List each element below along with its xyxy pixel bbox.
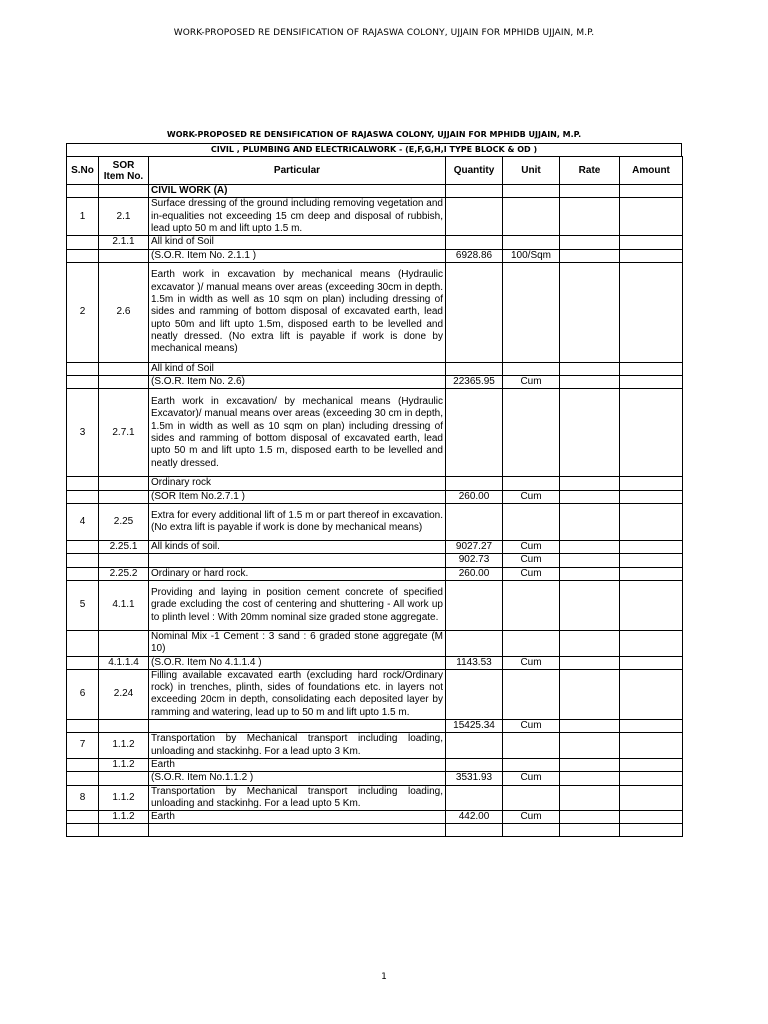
quantity-value bbox=[446, 785, 503, 811]
rate-value bbox=[560, 477, 620, 490]
item-number bbox=[67, 656, 99, 669]
sor-item: 2.1.1 bbox=[99, 236, 149, 249]
particular-text: Transportation by Mechanical transport including loading, unloading and stackinhg. For a lead upto 5 Km. bbox=[149, 785, 446, 811]
rate-value bbox=[560, 630, 620, 656]
amount-value bbox=[620, 504, 683, 541]
particular-text: (S.O.R. Item No.1.1.2 ) bbox=[149, 772, 446, 785]
rate-value bbox=[560, 389, 620, 477]
unit-value bbox=[503, 504, 560, 541]
quantity-value: 260.00 bbox=[446, 567, 503, 580]
quantity-value: 15425.34 bbox=[446, 720, 503, 733]
sor-item bbox=[99, 249, 149, 262]
item-number: 2 bbox=[67, 262, 99, 362]
sor-item: 1.1.2 bbox=[99, 811, 149, 824]
amount-value bbox=[620, 733, 683, 759]
quantity-value bbox=[446, 198, 503, 236]
quantity-value bbox=[446, 669, 503, 719]
sor-item: 2.7.1 bbox=[99, 389, 149, 477]
table-row bbox=[67, 758, 683, 771]
unit-value: 100/Sqm bbox=[503, 249, 560, 262]
rate-value bbox=[560, 249, 620, 262]
quantity-value: 902.73 bbox=[446, 554, 503, 567]
table-row bbox=[67, 249, 683, 262]
quantity-value: 22365.95 bbox=[446, 376, 503, 389]
amount-value bbox=[620, 198, 683, 236]
item-number bbox=[67, 554, 99, 567]
quantity-value bbox=[446, 733, 503, 759]
particular-text: Ordinary or hard rock. bbox=[149, 567, 446, 580]
rate-value bbox=[560, 541, 620, 554]
sor-item bbox=[99, 772, 149, 785]
unit-value: Cum bbox=[503, 811, 560, 824]
particular-text: All kinds of soil. bbox=[149, 541, 446, 554]
col-quantity: Quantity bbox=[446, 157, 503, 185]
table-row bbox=[67, 376, 683, 389]
quantity-value bbox=[446, 758, 503, 771]
table-row bbox=[67, 630, 683, 656]
rate-value bbox=[560, 824, 620, 837]
col-particular: Particular bbox=[149, 157, 446, 185]
amount-value bbox=[620, 389, 683, 477]
quantity-value bbox=[446, 362, 503, 375]
rate-value bbox=[560, 758, 620, 771]
item-number: 3 bbox=[67, 389, 99, 477]
item-number bbox=[67, 541, 99, 554]
item-number bbox=[67, 772, 99, 785]
rate-value bbox=[560, 376, 620, 389]
item-number: 1 bbox=[67, 198, 99, 236]
col-sor-line2: Item No. bbox=[103, 170, 144, 182]
item-number bbox=[67, 811, 99, 824]
item-number bbox=[67, 824, 99, 837]
quantity-value: 442.00 bbox=[446, 811, 503, 824]
sor-item: 2.6 bbox=[99, 262, 149, 362]
item-number: 8 bbox=[67, 785, 99, 811]
unit-value: Cum bbox=[503, 490, 560, 503]
amount-value bbox=[620, 720, 683, 733]
unit-value bbox=[503, 630, 560, 656]
table-row bbox=[67, 262, 683, 362]
amount-value bbox=[620, 554, 683, 567]
rate-value bbox=[560, 198, 620, 236]
table-row bbox=[67, 541, 683, 554]
table-row bbox=[67, 733, 683, 759]
table-row bbox=[67, 389, 683, 477]
quantity-value bbox=[446, 389, 503, 477]
unit-value: Cum bbox=[503, 656, 560, 669]
col-sno: S.No bbox=[67, 157, 99, 185]
amount-value bbox=[620, 262, 683, 362]
table-row bbox=[67, 504, 683, 541]
unit-value: Cum bbox=[503, 541, 560, 554]
quantity-value: 1143.53 bbox=[446, 656, 503, 669]
rate-value bbox=[560, 504, 620, 541]
col-rate: Rate bbox=[560, 157, 620, 185]
sor-item bbox=[99, 554, 149, 567]
particular-text bbox=[149, 554, 446, 567]
unit-value: Cum bbox=[503, 567, 560, 580]
sor-item: 4.1.1.4 bbox=[99, 656, 149, 669]
particular-text: (S.O.R. Item No. 2.6) bbox=[149, 376, 446, 389]
amount-value bbox=[620, 580, 683, 630]
rate-value bbox=[560, 785, 620, 811]
amount-value bbox=[620, 824, 683, 837]
rate-value bbox=[560, 580, 620, 630]
unit-value bbox=[503, 758, 560, 771]
table-row bbox=[67, 720, 683, 733]
unit-value: Cum bbox=[503, 554, 560, 567]
table-row bbox=[67, 490, 683, 503]
quantity-value: 3531.93 bbox=[446, 772, 503, 785]
sor-item: 2.25 bbox=[99, 504, 149, 541]
amount-value bbox=[620, 541, 683, 554]
rate-value bbox=[560, 772, 620, 785]
item-number bbox=[67, 567, 99, 580]
page-number: 1 bbox=[381, 972, 387, 982]
amount-value bbox=[620, 490, 683, 503]
item-number bbox=[67, 376, 99, 389]
sor-item: 1.1.2 bbox=[99, 733, 149, 759]
rate-value bbox=[560, 236, 620, 249]
rate-value bbox=[560, 362, 620, 375]
amount-value bbox=[620, 656, 683, 669]
amount-value bbox=[620, 772, 683, 785]
amount-value bbox=[620, 376, 683, 389]
table-row bbox=[67, 656, 683, 669]
table-row bbox=[67, 824, 683, 837]
sor-item bbox=[99, 362, 149, 375]
amount-value bbox=[620, 567, 683, 580]
table-row bbox=[67, 580, 683, 630]
table-row bbox=[67, 811, 683, 824]
col-sor-line1: SOR bbox=[112, 159, 135, 171]
sor-item bbox=[99, 376, 149, 389]
sor-item: 1.1.2 bbox=[99, 785, 149, 811]
particular-text: Providing and laying in position cement concrete of specified grade excluding the cost of centering and shuttering - All work up to plinth level : With 20mm nominal size graded stone aggregate. bbox=[149, 580, 446, 630]
table-row bbox=[67, 772, 683, 785]
sor-item: 2.1 bbox=[99, 198, 149, 236]
sor-item bbox=[99, 490, 149, 503]
particular-text: Earth work in excavation/ by mechanical means (Hydraulic Excavator)/ manual means over areas (exceeding 30 cm in depth, 1.5m in width as well as 10 sqm on plan) including dressing of sides and ramming of bottom disposal of excavated earth, lead upto 50 m and lift upto 1.5 m, disposed earth to be levelled and neatly dressed. bbox=[149, 389, 446, 477]
col-unit: Unit bbox=[503, 157, 560, 185]
particular-text: Surface dressing of the ground including removing vegetation and in-equalities not exceeding 15 cm deep and disposal of rubbish, lead upto 50 m and lift upto 1.5 m. bbox=[149, 198, 446, 236]
rate-value bbox=[560, 656, 620, 669]
quantity-value bbox=[446, 824, 503, 837]
sor-item: 4.1.1 bbox=[99, 580, 149, 630]
item-number bbox=[67, 362, 99, 375]
sor-item bbox=[99, 477, 149, 490]
item-number bbox=[67, 249, 99, 262]
particular-text bbox=[149, 824, 446, 837]
unit-value bbox=[503, 362, 560, 375]
particular-text: All kind of Soil bbox=[149, 236, 446, 249]
unit-value bbox=[503, 477, 560, 490]
unit-value bbox=[503, 580, 560, 630]
sor-item: 2.25.1 bbox=[99, 541, 149, 554]
particular-text: All kind of Soil bbox=[149, 362, 446, 375]
quantity-value bbox=[446, 477, 503, 490]
unit-value: Cum bbox=[503, 720, 560, 733]
col-amount: Amount bbox=[620, 157, 683, 185]
rate-value bbox=[560, 490, 620, 503]
particular-text: Ordinary rock bbox=[149, 477, 446, 490]
rate-value bbox=[560, 567, 620, 580]
table-row bbox=[67, 669, 683, 719]
item-number: 6 bbox=[67, 669, 99, 719]
table-row bbox=[67, 198, 683, 236]
boq-table bbox=[66, 156, 683, 837]
particular-text: Transportation by Mechanical transport including loading, unloading and stackinhg. For a lead upto 3 Km. bbox=[149, 733, 446, 759]
amount-value bbox=[620, 785, 683, 811]
document-subtitle: CIVIL , PLUMBING AND ELECTRICALWORK - (E,F,G,H,I TYPE BLOCK & OD ) bbox=[66, 143, 682, 156]
page-header: WORK-PROPOSED RE DENSIFICATION OF RAJASWA COLONY, UJJAIN FOR MPHIDB UJJAIN, M.P. bbox=[173, 28, 595, 38]
unit-value bbox=[503, 389, 560, 477]
sor-item bbox=[99, 720, 149, 733]
unit-value bbox=[503, 824, 560, 837]
section-title: CIVIL WORK (A) bbox=[149, 185, 446, 198]
unit-value bbox=[503, 733, 560, 759]
rate-value bbox=[560, 262, 620, 362]
particular-text: (S.O.R. Item No 4.1.1.4 ) bbox=[149, 656, 446, 669]
amount-value bbox=[620, 758, 683, 771]
sor-item: 1.1.2 bbox=[99, 758, 149, 771]
sor-item: 2.25.2 bbox=[99, 567, 149, 580]
particular-text: Earth bbox=[149, 811, 446, 824]
item-number: 4 bbox=[67, 504, 99, 541]
quantity-value: 9027.27 bbox=[446, 541, 503, 554]
amount-value bbox=[620, 477, 683, 490]
quantity-value bbox=[446, 504, 503, 541]
item-number bbox=[67, 758, 99, 771]
quantity-value bbox=[446, 580, 503, 630]
unit-value bbox=[503, 669, 560, 719]
rate-value bbox=[560, 811, 620, 824]
table-row bbox=[67, 236, 683, 249]
quantity-value bbox=[446, 262, 503, 362]
sor-item bbox=[99, 824, 149, 837]
rate-value bbox=[560, 720, 620, 733]
amount-value bbox=[620, 811, 683, 824]
item-number bbox=[67, 720, 99, 733]
item-number bbox=[67, 490, 99, 503]
rate-value bbox=[560, 554, 620, 567]
quantity-value: 260.00 bbox=[446, 490, 503, 503]
amount-value bbox=[620, 669, 683, 719]
particular-text: (SOR Item No.2.7.1 ) bbox=[149, 490, 446, 503]
particular-text: (S.O.R. Item No. 2.1.1 ) bbox=[149, 249, 446, 262]
table-row bbox=[67, 477, 683, 490]
quantity-value bbox=[446, 630, 503, 656]
table-row bbox=[67, 785, 683, 811]
rate-value bbox=[560, 733, 620, 759]
unit-value bbox=[503, 785, 560, 811]
amount-value bbox=[620, 236, 683, 249]
sor-item: 2.24 bbox=[99, 669, 149, 719]
unit-value: Cum bbox=[503, 772, 560, 785]
particular-text: Filling available excavated earth (excluding hard rock/Ordinary rock) in trenches, plinth, sides of foundations etc. in layers not exceeding 20cm in depth, consolidating each deposited layer by ramming and watering, lead up to 50 m and lift upto 1.5 m. bbox=[149, 669, 446, 719]
table-row bbox=[67, 362, 683, 375]
particular-text: Extra for every additional lift of 1.5 m or part thereof in excavation. (No extra lift is payable if work is done by mechanical means) bbox=[149, 504, 446, 541]
particular-text: Earth work in excavation by mechanical means (Hydraulic excavator )/ manual means over areas (exceeding 30cm in depth. 1.5m in width as well as 10 sqm on plan) including dressing of sides and ramming of bottom disposal of excavated earth, lead upto 50m and lift upto 1.5m, disposed earth to be levelled and neatly dressed. (No extra lift is payable if work is done by mechanical means) bbox=[149, 262, 446, 362]
amount-value bbox=[620, 249, 683, 262]
particular-text: Earth bbox=[149, 758, 446, 771]
item-number: 7 bbox=[67, 733, 99, 759]
rate-value bbox=[560, 669, 620, 719]
item-number bbox=[67, 477, 99, 490]
table-row bbox=[67, 567, 683, 580]
unit-value bbox=[503, 262, 560, 362]
unit-value bbox=[503, 236, 560, 249]
amount-value bbox=[620, 630, 683, 656]
unit-value: Cum bbox=[503, 376, 560, 389]
particular-text bbox=[149, 720, 446, 733]
document-title: WORK-PROPOSED RE DENSIFICATION OF RAJASWA COLONY, UJJAIN FOR MPHIDB UJJAIN, M.P. bbox=[166, 130, 582, 139]
item-number: 5 bbox=[67, 580, 99, 630]
item-number bbox=[67, 236, 99, 249]
table-header-row bbox=[67, 157, 683, 185]
amount-value bbox=[620, 362, 683, 375]
unit-value bbox=[503, 198, 560, 236]
section-row bbox=[67, 185, 683, 198]
table-row bbox=[67, 554, 683, 567]
quantity-value: 6928.86 bbox=[446, 249, 503, 262]
col-sor bbox=[99, 157, 149, 185]
quantity-value bbox=[446, 236, 503, 249]
item-number bbox=[67, 630, 99, 656]
particular-text: Nominal Mix -1 Cement : 3 sand : 6 graded stone aggregate (M 10) bbox=[149, 630, 446, 656]
sor-item bbox=[99, 630, 149, 656]
